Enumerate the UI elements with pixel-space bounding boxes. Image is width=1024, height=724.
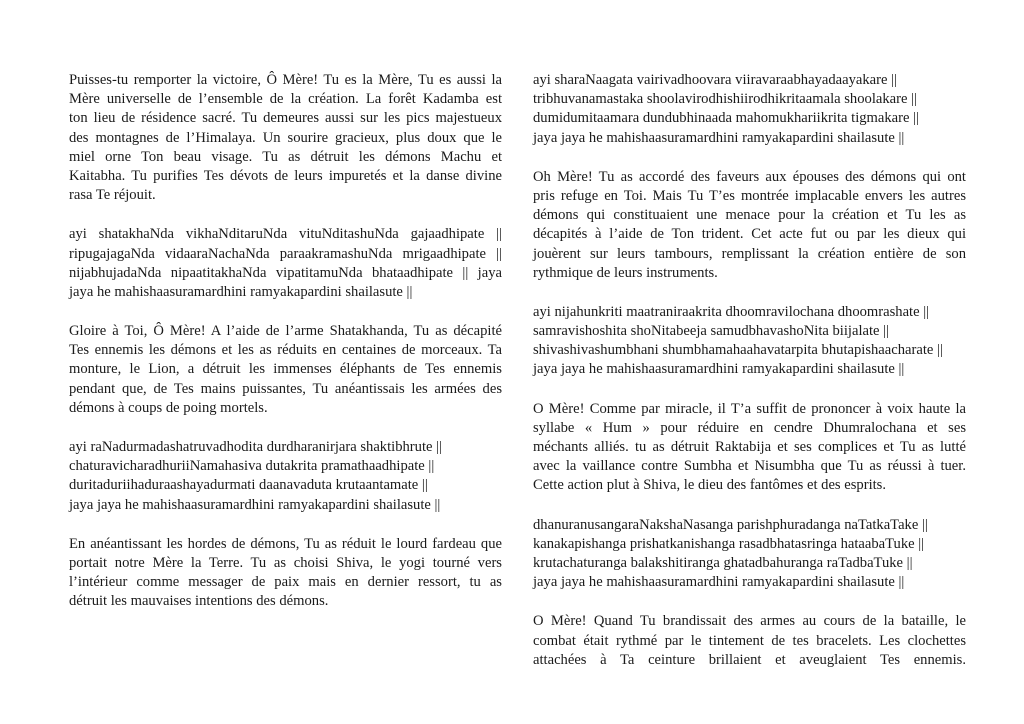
text-line: O Mère! Quand Tu brandissait des armes au cours de la bataille, le bbox=[533, 613, 966, 630]
verse-stanza bbox=[533, 303, 966, 380]
text-line: pendant que, de Tes mains puissantes, Tu anéantissais les armées des bbox=[69, 380, 502, 397]
text-line: rythmique de leurs instruments. bbox=[533, 264, 718, 281]
verse-line: nijabhujadaNda nipaatitakhaNda vipatitamuNda bhataadhipate || jaya bbox=[69, 264, 502, 281]
text-line: attachées à Ta ceinture brillaient et aveuglaient Tes ennemis. bbox=[533, 651, 966, 668]
verse-line: krutachaturanga balakshitiranga ghatadbahuranga raTadbaTuke || bbox=[533, 554, 913, 571]
prose-paragraph bbox=[533, 612, 966, 670]
prose-paragraph bbox=[533, 400, 966, 496]
text-line: décapités à l’aide de Ton trident. Cet acte fut ou par les dieux qui bbox=[533, 226, 966, 243]
right-column bbox=[533, 71, 966, 691]
verse-line: ayi nijahunkriti maatraniraakrita dhoomravilochana dhoomrashate || bbox=[533, 303, 930, 320]
text-line: Gloire à Toi, Ô Mère! A l’aide de l’arme Shatakhanda, Tu as décapité bbox=[69, 323, 502, 340]
text-line: Puisses-tu remporter la victoire, Ô Mère! Tu es la Mère, Tu es aussi la bbox=[69, 72, 502, 88]
verse-line: jaya jaya he mahishaasuramardhini ramyakapardini shailasute || bbox=[533, 361, 905, 378]
verse-line: duritaduriihaduraashayadurmati daanavaduta krutaantamate || bbox=[69, 477, 428, 494]
verse-stanza bbox=[69, 225, 502, 302]
verse-line: jaya jaya he mahishaasuramardhini ramyakapardini shailasute || bbox=[533, 129, 905, 146]
text-line: l’intérieur comme messager de paix mais en dernier ressort, tu as bbox=[69, 574, 502, 591]
text-line: Oh Mère! Tu as accordé des faveurs aux épouses des démons qui ont bbox=[533, 168, 966, 185]
text-line: O Mère! Comme par miracle, il T’a suffit de prononcer à voix haute la bbox=[533, 400, 966, 417]
verse-line: dumidumitaamara dundubhinaada mahomukhariikrita tigmakare || bbox=[533, 110, 919, 127]
text-line: Mère universelle de l’ensemble de la création. La forêt Kadamba est bbox=[69, 91, 502, 108]
text-line: ton lieu de résidence sacré. Tu demeures aussi sur les pics majestueux bbox=[69, 110, 502, 127]
text-line: monture, le Lion, a détruit les immenses éléphants de Tes ennemis bbox=[69, 361, 502, 378]
text-line: démons qui constituaient une menace pour la création et Tu les as bbox=[533, 207, 966, 224]
text-line: Tes ennemis les démons et les as réduits en centaines de morceaux. Ta bbox=[69, 342, 502, 359]
verse-line: jaya he mahishaasuramardhini ramyakapardini shailasute || bbox=[69, 283, 413, 300]
verse-line: kanakapishanga prishatkanishanga rasadbhatasringa hataabaTuke || bbox=[533, 535, 925, 552]
text-line: méchants alliés. tu as détruit Raktabija et ses complices et Tu as lutté bbox=[533, 439, 966, 455]
verse-stanza bbox=[533, 516, 966, 593]
text-line: combat était rythmé par le tintement de tes bracelets. Les clochettes bbox=[533, 632, 966, 649]
prose-paragraph bbox=[533, 168, 966, 283]
text-line: jouèrent sur leurs tambours, remplissant la création entière de son bbox=[533, 245, 966, 262]
prose-paragraph bbox=[69, 71, 502, 205]
verse-line: tribhuvanamastaka shoolavirodhishiirodhikritaamala shoolakare || bbox=[533, 91, 917, 108]
verse-line: ripugajagaNda vidaaraNachaNda paraakramashuNda mrigaadhipate || bbox=[69, 245, 502, 262]
text-line: Kaitabha. Tu purifies Tes dévots de leurs impuretés et la danse divine bbox=[69, 167, 502, 184]
text-line: miel orne Ton beau visage. Tu as détruit les démons Machu et bbox=[69, 148, 502, 165]
verse-line: shivashivashumbhani shumbhamahaahavatarpita bhutapishaacharate || bbox=[533, 342, 943, 359]
text-line: détruit les mauvaises intentions des démons. bbox=[69, 593, 329, 610]
verse-line: ayi shatakhaNda vikhaNditaruNda vituNditashuNda gajaadhipate || bbox=[69, 226, 502, 243]
text-line: avec la vaillance contre Sumbha et Nisumbha que Tu as réussi à tuer. bbox=[533, 458, 966, 475]
verse-stanza bbox=[533, 71, 966, 148]
prose-paragraph bbox=[69, 535, 502, 612]
verse-line: ayi sharaNaagata vairivadhoovara viiravaraabhayadaayakare || bbox=[533, 72, 897, 88]
verse-line: samravishoshita shoNitabeeja samudbhavashoNita biijalate || bbox=[533, 323, 890, 340]
text-line: rasa Te réjouit. bbox=[69, 187, 156, 204]
verse-line: jaya jaya he mahishaasuramardhini ramyakapardini shailasute || bbox=[533, 574, 905, 591]
left-column bbox=[69, 71, 502, 633]
text-line: Cette action plut à Shiva, le dieu des fantômes et des esprits. bbox=[533, 477, 887, 494]
text-line: syllabe « Hum » pour réduire en cendre Dhumralochana et ses bbox=[533, 419, 966, 436]
prose-paragraph bbox=[69, 322, 502, 418]
verse-line: jaya jaya he mahishaasuramardhini ramyakapardini shailasute || bbox=[69, 496, 441, 513]
text-line: portait notre Mère la Terre. Tu as choisi Shiva, le yogi tourné vers bbox=[69, 554, 502, 571]
text-line: pris refuge en Toi. Mais Tu T’es montrée implacable envers les autres bbox=[533, 187, 966, 204]
text-line: En anéantissant les hordes de démons, Tu as réduit le lourd fardeau que bbox=[69, 535, 502, 552]
text-line: démons à coups de poing mortels. bbox=[69, 399, 268, 416]
verse-stanza bbox=[69, 438, 502, 515]
verse-line: chaturavicharadhuriiNamahasiva dutakrita pramathaadhipate || bbox=[69, 458, 435, 475]
text-line: des montagnes de l’Himalaya. Un sourire gracieux, plus doux que le bbox=[69, 129, 502, 146]
verse-line: ayi raNadurmadashatruvadhodita durdharanirjara shaktibhrute || bbox=[69, 439, 442, 455]
verse-line: dhanuranusangaraNakshaNasanga parishphuradanga naTatkaTake || bbox=[533, 516, 928, 533]
